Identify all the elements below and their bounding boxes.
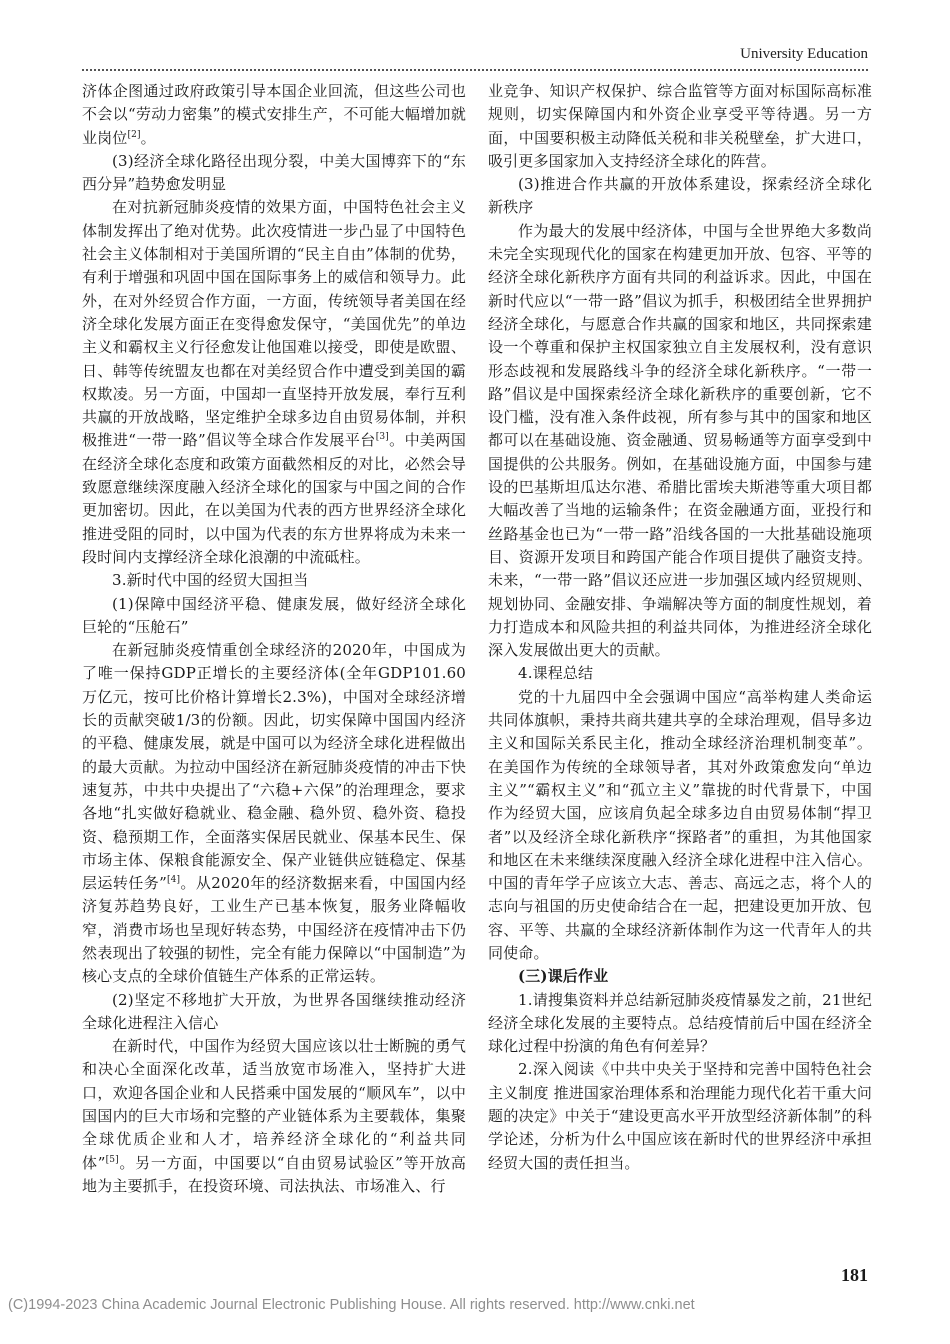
- paragraph-text: (3)推进合作共赢的开放体系建设，探索经济全球化新秩序: [488, 175, 872, 217]
- section-heading: [488, 173, 872, 220]
- paragraph: [488, 989, 872, 1059]
- paragraph-text: 4.课程总结: [518, 664, 594, 683]
- section-heading: [488, 965, 872, 988]
- paragraph: [488, 686, 872, 966]
- paragraph-text: 。: [140, 128, 156, 147]
- paragraph-text: 在新时代，中国作为经贸大国应该以壮士断腕的勇气和决心全面深化改革，适当放宽市场准入，坚持扩大进口，欢迎各国企业和人民搭乘中国发展的“顺风车”，以中国国内的巨大市场和完整的产业链体系为主要载体，集聚全球优质企业和人才，培养经济全球化的“利益共同体”: [82, 1037, 466, 1172]
- header-divider: [82, 69, 868, 71]
- paragraph: [82, 639, 466, 988]
- citation-ref: [5]: [105, 1154, 119, 1165]
- paragraph-text: 在新冠肺炎疫情重创全球经济的2020年，中国成为了唯一保持GDP正增长的主要经济体(全年GDP101.60万亿元，按可比价格计算增长2.3%)，中国对全球经济增长的贡献突破1/3的份额。因此，切实保障中国国内经济的平稳、健康发展，就是中国可以为经济全球化进程做出的最大贡献。为拉动中国经济在新冠肺炎疫情的冲击下快速复苏，中共中央提出了“六稳+六保”的治理理念，要求各地“扎实做好稳就业、稳金融、稳外贸、稳外资、稳投资、稳预期工作，全面落实保居民就业、保基本民生、保市场主体、保粮食能源安全、保产业链供应链稳定、保基层运转任务”: [82, 641, 466, 893]
- paragraph-text: 在对抗新冠肺炎疫情的效果方面，中国特色社会主义体制发挥出了绝对优势。此次疫情进一步凸显了中国特色社会主义体制相对于美国所谓的“民主自由”体制的优势，有利于增强和巩固中国在国际事务上的威信和领导力。此外，在对外经贸合作方面，一方面，传统领导者美国在经济全球化发展方面正在变得愈发保守，“美国优先”的单边主义和霸权主义行径愈发让他国难以接受，即使是欧盟、日、韩等传统盟友也都在对美经贸合作中遭受到美国的霸权欺凌。另一方面，中国却一直坚持开放发展，奉行互利共赢的开放战略，坚定维护全球多边自由贸易体制，并积极推进“一带一路”倡议等全球合作发展平台: [82, 198, 466, 450]
- right-column: [488, 80, 872, 1175]
- paragraph: [82, 1035, 466, 1198]
- paragraph-text: 1.请搜集资料并总结新冠肺炎疫情暴发之前，21世纪经济全球化发展的主要特点。总结疫情前后中国在经济全球化过程中扮演的角色有何差异？: [488, 990, 872, 1056]
- paragraph-text: 。另一方面，中国要以“自由贸易试验区”等开放高地为主要抓手，在投资环境、司法执法、市场准入、行: [82, 1153, 467, 1195]
- section-heading: [488, 662, 872, 685]
- paragraph-text: 党的十九届四中全会强调中国应“高举构建人类命运共同体旗帜，秉持共商共建共享的全球治理观，倡导多边主义和国际关系民主化，推动全球经济治理机制变革”。在美国作为传统的全球领导者，其对外政策愈发向“单边主义”“霸权主义”和“孤立主义”靠拢的时代背景下，中国作为经贸大国，应该肩负起全球多边自由贸易体制“捍卫者”以及经济全球化新秩序“探路者”的重担，为其他国家和地区在未来继续深度融入经济全球化进程中注入信心。中国的青年学子应该立大志、善志、高远之志，将个人的志向与祖国的历史使命结合在一起，把建设更加开放、包容、平等、共赢的全球经济新体制作为这一代青年人的共同使命。: [488, 687, 872, 962]
- paragraph-text: (1)保障中国经济平稳、健康发展，做好经济全球化巨轮的“压舱石”: [82, 594, 466, 636]
- paragraph-text: (三)课后作业: [518, 967, 609, 986]
- paragraph-text: 3.新时代中国的经贸大国担当: [112, 571, 309, 590]
- section-heading: [82, 569, 466, 592]
- section-heading: [82, 989, 466, 1036]
- paragraph-text: 业竞争、知识产权保护、综合监管等方面对标国际高标准规则，切实保障国内和外资企业享受平等待遇。另一方面，中国要积极主动降低关税和非关税壁垒，扩大进口，吸引更多国家加入支持经济全球化的阵营。: [488, 82, 872, 170]
- paragraph: [488, 1058, 872, 1174]
- paragraph-text: 。中美两国在经济全球化态度和政策方面截然相反的对比，必然会导致愿意继续深度融入经济全球化的国家与中国之间的合作更加密切。因此，在以美国为代表的西方世界经济全球化推进受阻的同时，以中国为代表的东方世界将成为未来一段时间内支撑经济全球化浪潮的中流砥柱。: [82, 431, 466, 566]
- paragraph: [488, 220, 872, 663]
- paragraph-text: (2)坚定不移地扩大开放，为世界各国继续推动经济全球化进程注入信心: [82, 990, 466, 1032]
- paragraph: [82, 196, 466, 569]
- paragraph-text: (3)经济全球化路径出现分裂，中美大国博弈下的“东西分异”趋势愈发明显: [82, 151, 466, 194]
- paragraph: [488, 80, 872, 173]
- page-number: 181: [841, 1265, 868, 1285]
- paragraph: [82, 80, 466, 150]
- left-column: [82, 80, 466, 1198]
- copyright-notice: (C)1994-2023 China Academic Journal Electronic Publishing House. All rights reserved. http://www.cnki.net: [8, 1297, 695, 1313]
- paragraph-text: 2.深入阅读《中共中央关于坚持和完善中国特色社会主义制度 推进国家治理体系和治理能力现代化若干重大问题的决定》中关于“建设更高水平开放型经济新体制”的科学论述，分析为什么中国应该在新时代的世界经济中承担经贸大国的责任担当。: [488, 1060, 872, 1172]
- section-heading: [82, 593, 466, 640]
- citation-ref: [4]: [166, 875, 181, 886]
- paragraph-text: 济体企图通过政府政策引导本国企业回流，但这些公司也不会以“劳动力密集”的模式安排生产，不可能大幅增加就业岗位: [82, 82, 466, 147]
- citation-ref: [2]: [127, 129, 141, 140]
- citation-ref: [3]: [375, 432, 389, 443]
- paragraph-text: 。从2020年的经济数据来看，中国国内经济复苏趋势良好，工业生产已基本恢复，服务业降幅收窄，消费市场也呈现好转态势，中国经济在疫情冲击下仍然表现出了较强的韧性，完全有能力保障以“中国制造”为核心支点的全球价值链生产体系的正常运转。: [82, 874, 466, 986]
- section-heading: [82, 150, 466, 197]
- journal-header: University Education: [740, 46, 868, 62]
- paragraph-text: 作为最大的发展中经济体，中国与全世界绝大多数尚未完全实现现代化的国家在构建更加开放、包容、平等的经济全球化新秩序方面有共同的利益诉求。因此，中国在新时代应以“一带一路”倡议为抓手，积极团结全世界拥护经济全球化，与愿意合作共赢的国家和地区，共同探索建设一个尊重和保护主权国家独立自主发展权利，没有意识形态歧视和发展路线斗争的经济全球化新秩序。“一带一路”倡议是中国探索经济全球化新秩序的重要创新，它不设门槛，没有准入条件歧视，所有参与其中的国家和地区都可以在基础设施、资金融通、贸易畅通等方面享受到中国提供的公共服务。例如，在基础设施方面，中国参与建设的巴基斯坦瓜达尔港、希腊比雷埃夫斯港等重大项目都大幅改善了当地的运输条件；在资金融通方面，亚投行和丝路基金也已为“一带一路”沿线各国的一大批基础设施项目、资源开发项目和跨国产能合作项目提供了融资支持。未来，“一带一路”倡议还应进一步加强区域内经贸规则、规划协同、金融安排、争端解决等方面的制度性规划，着力打造成本和风险共担的利益共同体，为推进经济全球化深入发展做出更大的贡献。: [488, 221, 872, 660]
